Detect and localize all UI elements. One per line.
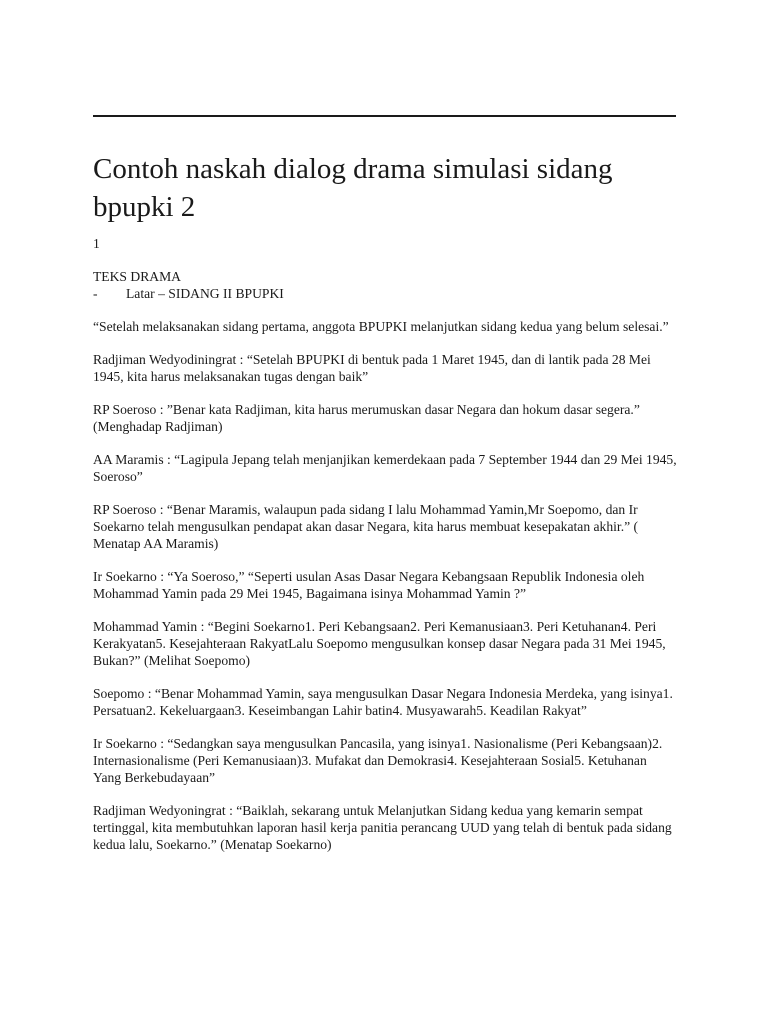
paragraph: Ir Soekarno : “Sedangkan saya mengusulkan Pancasila, yang isinya1. Nasionalisme (Peri Kebangsaan)2. Internasionalisme (Peri Kemanusiaan)3. Mufakat dan Demokrasi4. Kesejahteraan Sosial5. Ketuhanan Yang Berkebudayaan” <box>93 736 663 785</box>
document-title: Contoh naskah dialog drama simulasi sidang bpupki 2 <box>93 153 613 223</box>
setting-line <box>93 285 677 302</box>
paragraph: “Setelah melaksanakan sidang pertama, anggota BPUPKI melanjutkan sidang kedua yang belum selesai.” <box>93 319 669 334</box>
page-number: 1 <box>93 236 100 251</box>
paragraph: AA Maramis : “Lagipula Jepang telah menjanjikan kemerdekaan pada 7 September 1944 dan 29 Mei 1945, Soeroso” <box>93 452 677 484</box>
document-body <box>93 235 677 869</box>
paragraph: RP Soeroso : “Benar Maramis, walaupun pada sidang I lalu Mohammad Yamin,Mr Soepomo, dan Ir Soekarno telah mengusulkan pendapat akan dasar Negara, kita harus membuat kesepakatan akhir.” ( Menatap AA Maramis) <box>93 502 639 551</box>
paragraph: Ir Soekarno : “Ya Soeroso,” “Seperti usulan Asas Dasar Negara Kebangsaan Republik Indonesia oleh Mohammad Yamin pada 29 Mei 1945, Bagaimana isinya Mohammad Yamin ?” <box>93 569 645 601</box>
top-rule <box>93 115 676 117</box>
paragraph: Radjiman Wedyodiningrat : “Setelah BPUPKI di bentuk pada 1 Maret 1945, dan di lantik pada 28 Mei 1945, kita harus melaksanakan tugas dengan baik” <box>93 352 651 384</box>
paragraph: RP Soeroso : ”Benar kata Radjiman, kita harus merumuskan dasar Negara dan hokum dasar segera.” (Menghadap Radjiman) <box>93 402 640 434</box>
paragraph: Soepomo : “Benar Mohammad Yamin, saya mengusulkan Dasar Negara Indonesia Merdeka, yang isinya1. Persatuan2. Kekeluargaan3. Keseimbangan Lahir batin4. Musyawarah5. Keadilan Rakyat” <box>93 686 673 718</box>
setting-text: Latar – SIDANG II BPUPKI <box>126 286 284 301</box>
drama-heading: TEKS DRAMA <box>93 269 181 284</box>
paragraph: Radjiman Wedyoningrat : “Baiklah, sekarang untuk Melanjutkan Sidang kedua yang kemarin sempat tertinggal, kita membutuhkan laporan hasil kerja panitia perancang UUD yang telah di bentuk pada sidang kedua lalu, Soekarno.” (Menatap Soekarno) <box>93 803 672 852</box>
setting-dash: - <box>93 286 98 301</box>
paragraph: Mohammad Yamin : “Begini Soekarno1. Peri Kebangsaan2. Peri Kemanusiaan3. Peri Ketuhanan4. Peri Kerakyatan5. Kesejahteraan RakyatLalu Soepomo mengusulkan konsep dasar Negara pada 31 Mei 1945, Bukan?” (Melihat Soepomo) <box>93 619 666 668</box>
